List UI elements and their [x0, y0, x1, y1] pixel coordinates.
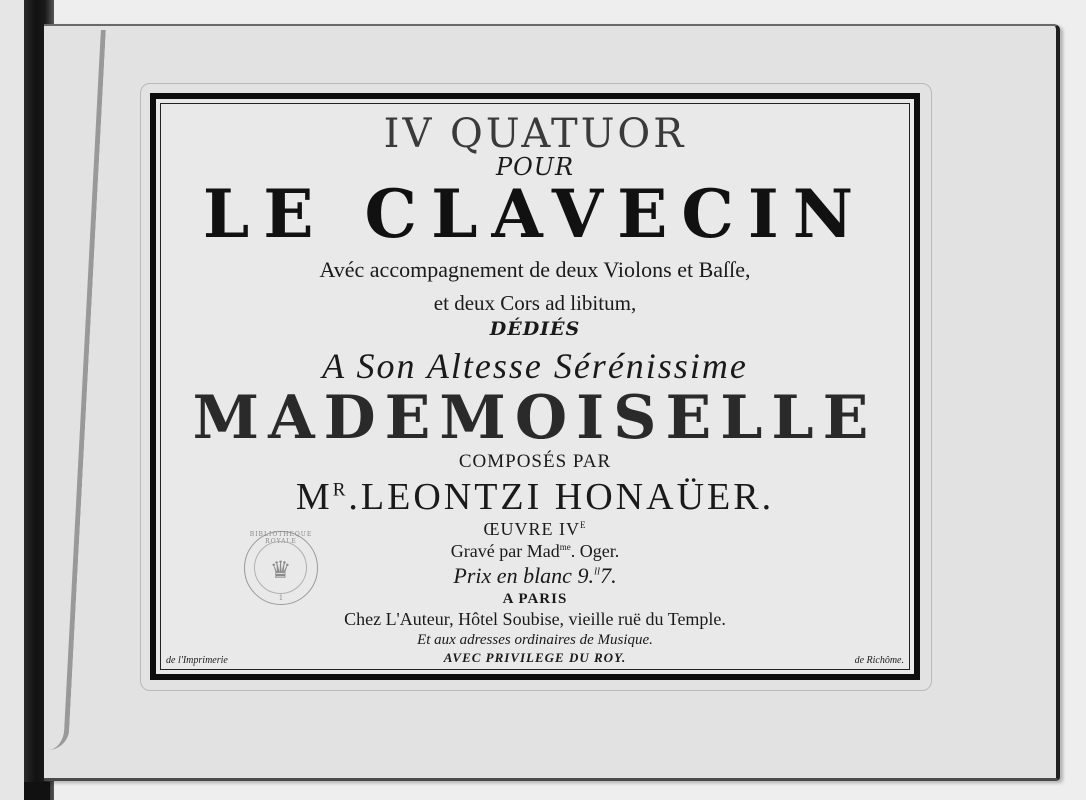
engraver-post: . Oger.	[570, 541, 620, 561]
title-line-2: POUR	[495, 153, 575, 181]
binding-corner	[24, 782, 50, 800]
city: A PARIS	[502, 591, 568, 607]
binding-light-strip	[0, 0, 26, 800]
imprint-right: de Richôme.	[854, 655, 904, 666]
imprint-left: de l'Imprimerie	[166, 655, 228, 666]
address-2: Et aux adresses ordinaires de Musique.	[417, 632, 653, 648]
price-sup: ll	[593, 565, 601, 578]
stamp-number: 1	[278, 594, 284, 602]
subtitle-line-1: Avéc accompagnement de deux Violons et Baſſe,	[319, 257, 751, 282]
engraver-pre: Gravé par Mad	[450, 541, 560, 561]
dedication-label: DÉDIÉS	[489, 318, 581, 340]
title-line-3: LE CLAVECIN	[202, 175, 868, 253]
engraver-sup: me	[559, 542, 571, 552]
dedicatee: MADEMOISELLE	[192, 383, 878, 453]
dedication-line: A Son Altesse Sérénissime	[322, 346, 748, 386]
privilege: AVEC PRIVILEGE DU ROY.	[443, 650, 627, 665]
opus-sup: E	[580, 520, 587, 530]
title-line-1: IV QUATUOR	[383, 111, 687, 157]
price: Prix en blanc 9.	[453, 563, 594, 588]
subtitle-line-2: et deux Cors ad libitum,	[433, 291, 637, 315]
stamp-text: BIBLIOTHEQUE ROYALE	[249, 531, 313, 545]
library-stamp	[244, 531, 318, 605]
composer-name-line	[156, 475, 914, 519]
composer-prefix: M	[295, 476, 333, 518]
price-post: 7.	[600, 563, 617, 588]
composer-name: .LEONTZI HONAÜER.	[348, 476, 775, 518]
composer-prefix-sup: R	[332, 479, 349, 501]
opus: ŒUVRE IV	[483, 519, 580, 539]
composer-label: COMPOSÉS PAR	[458, 451, 612, 472]
title-frame	[150, 93, 920, 680]
address: Chez L'Auteur, Hôtel Soubise, vieille ruë du Temple.	[344, 609, 726, 629]
stamp-inner-ring	[254, 541, 307, 594]
crown-icon: ♛	[269, 556, 292, 584]
